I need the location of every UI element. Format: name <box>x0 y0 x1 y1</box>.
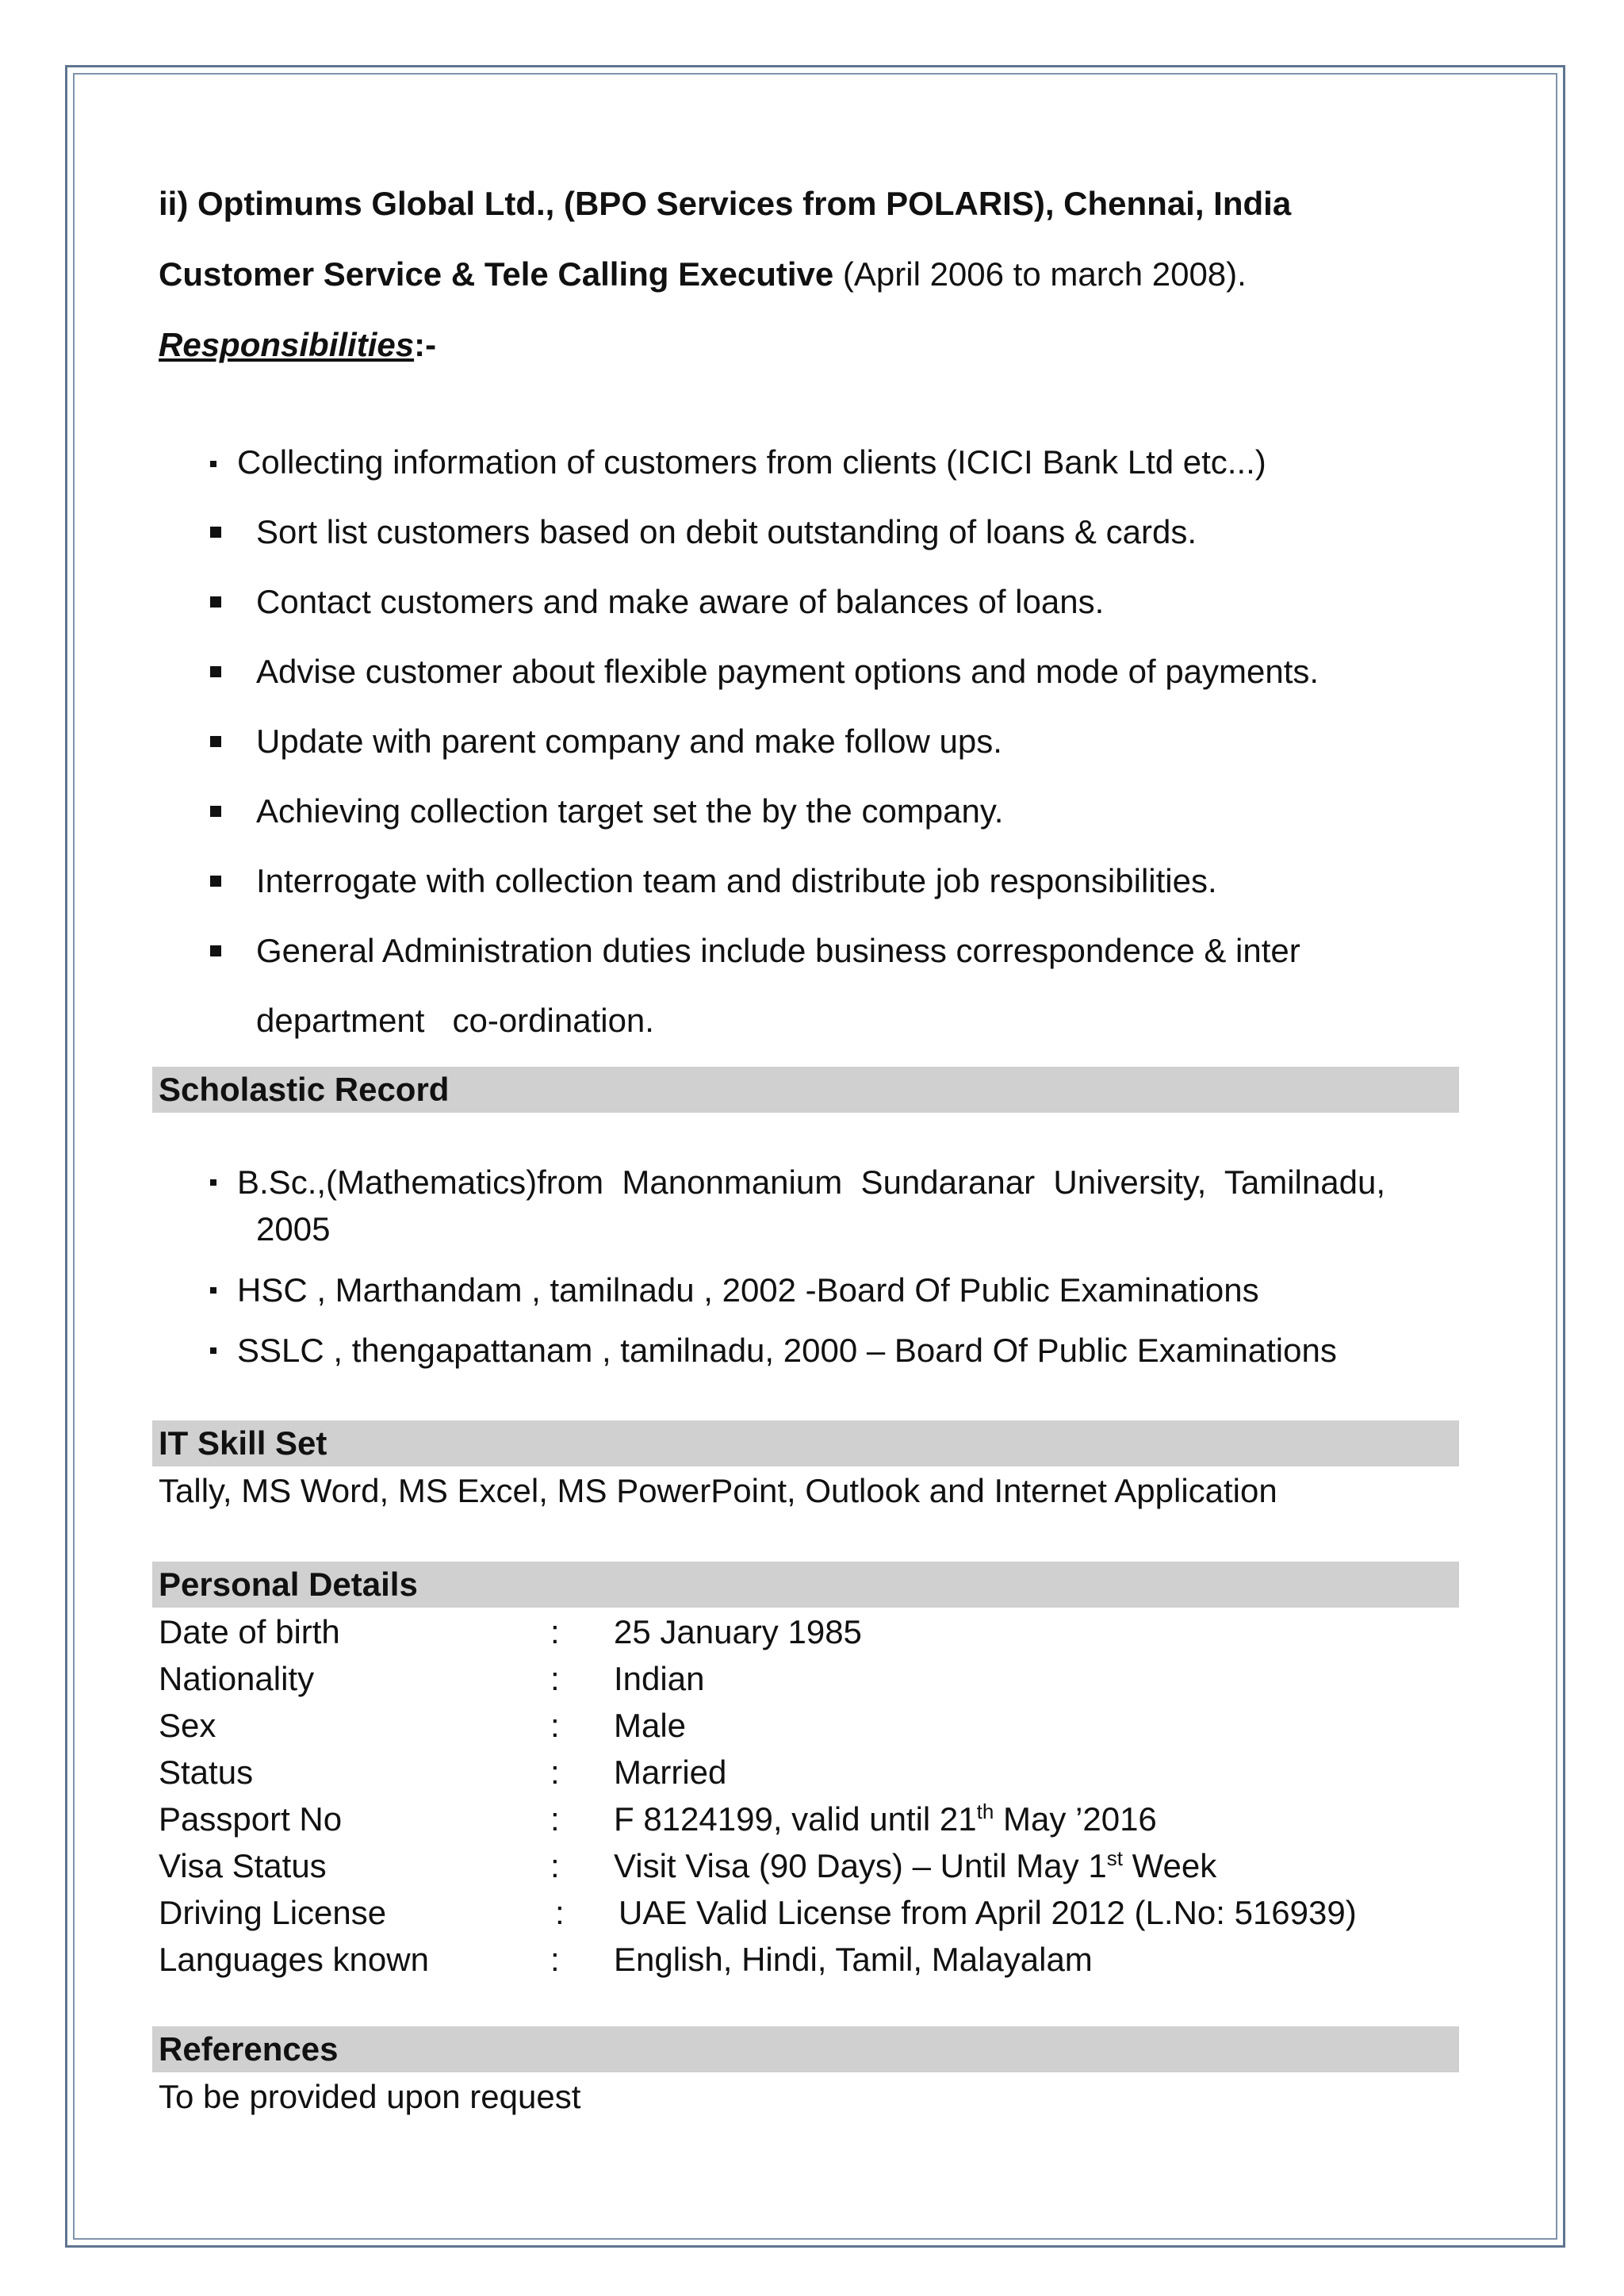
it-skills-text: Tally, MS Word, MS Excel, MS PowerPoint, Outlook and Internet Application <box>159 1472 1277 1509</box>
personal-value: English, Hindi, Tamil, Malayalam <box>614 1941 1093 1978</box>
personal-row-languages <box>159 1936 1459 1984</box>
bullet-icon <box>210 876 221 887</box>
responsibilities-heading <box>159 321 436 369</box>
personal-label: Languages known <box>159 1941 429 1978</box>
personal-label: Driving License <box>159 1894 387 1931</box>
section-band-it-skills <box>152 1420 1459 1466</box>
personal-colon: : <box>550 1613 560 1650</box>
visa-value-sup: st <box>1106 1846 1123 1870</box>
responsibility-item-continuation: department co-ordination. <box>256 1002 654 1039</box>
passport-value-end: May ’2016 <box>994 1800 1157 1838</box>
responsibility-item: Update with parent company and make follow ups. <box>256 723 1002 760</box>
role-period: (April 2006 to march 2008). <box>833 255 1247 293</box>
personal-label: Visa Status <box>159 1847 327 1884</box>
personal-colon: : <box>550 1754 560 1791</box>
personal-label: Status <box>159 1754 254 1791</box>
personal-value: 25 January 1985 <box>614 1613 862 1650</box>
bullet-icon <box>210 596 221 608</box>
references-text: To be provided upon request <box>159 2078 581 2115</box>
responsibility-item: General Administration duties include business correspondence & inter <box>256 932 1300 969</box>
personal-value <box>614 1842 1216 1890</box>
responsibility-item: Contact customers and make aware of balances of loans. <box>256 583 1105 620</box>
responsibility-item: Collecting information of customers from clients (ICICI Bank Ltd etc...) <box>237 443 1266 481</box>
bullet-icon <box>210 806 221 817</box>
bullet-icon <box>210 1347 216 1354</box>
personal-colon: : <box>550 1660 560 1697</box>
visa-value-text: Visit Visa (90 Days) – Until May 1 <box>614 1847 1107 1884</box>
education-item: HSC , Marthandam , tamilnadu , 2002 -Board Of Public Examinations <box>237 1271 1259 1309</box>
bullet-icon <box>210 736 221 747</box>
personal-row-sex <box>159 1702 1459 1750</box>
personal-label: Passport No <box>159 1800 343 1838</box>
responsibility-item: Achieving collection target set the by the company. <box>256 792 1004 830</box>
section-band-references <box>152 2026 1459 2072</box>
bullet-icon <box>210 461 216 467</box>
personal-value: UAE Valid License from April 2012 (L.No: 516939) <box>619 1894 1357 1931</box>
personal-value: Married <box>614 1754 727 1791</box>
visa-value-end: Week <box>1122 1847 1217 1884</box>
education-item: B.Sc.,(Mathematics)from Manonmanium Sundaranar University, Tamilnadu, <box>237 1163 1385 1201</box>
personal-label: Date of birth <box>159 1613 340 1650</box>
section-heading-it-skills: IT Skill Set <box>159 1424 327 1462</box>
education-item-continuation: 2005 <box>256 1210 331 1248</box>
passport-value-text: F 8124199, valid until 21 <box>614 1800 977 1838</box>
role-line <box>159 251 1247 298</box>
personal-value: Male <box>614 1707 687 1744</box>
personal-value <box>614 1796 1157 1843</box>
responsibility-item: Interrogate with collection team and distribute job responsibilities. <box>256 862 1217 899</box>
personal-row-dob <box>159 1608 1459 1656</box>
personal-colon: : <box>550 1707 560 1744</box>
personal-colon: : <box>550 1800 560 1838</box>
personal-row-status <box>159 1749 1459 1796</box>
bullet-icon <box>210 1287 216 1294</box>
responsibility-item: Advise customer about flexible payment options and mode of payments. <box>256 653 1320 690</box>
responsibility-item: Sort list customers based on debit outstanding of loans & cards. <box>256 513 1197 550</box>
role-title: Customer Service & Tele Calling Executive <box>159 255 834 293</box>
responsibilities-label: Responsibilities <box>159 326 415 363</box>
bullet-icon <box>210 666 221 677</box>
personal-colon: : <box>555 1894 565 1931</box>
personal-label: Nationality <box>159 1660 315 1697</box>
personal-row-visa <box>159 1842 1459 1890</box>
personal-value: Indian <box>614 1660 705 1697</box>
section-heading-references: References <box>159 2030 339 2068</box>
responsibilities-suffix: :- <box>414 326 437 363</box>
bullet-icon <box>210 945 221 956</box>
personal-colon: : <box>550 1941 560 1978</box>
bullet-icon <box>210 527 221 538</box>
section-heading-scholastic: Scholastic Record <box>159 1071 450 1108</box>
passport-value-sup: th <box>976 1800 994 1823</box>
personal-row-license <box>159 1889 1459 1937</box>
personal-label: Sex <box>159 1707 216 1744</box>
section-heading-personal: Personal Details <box>159 1566 418 1603</box>
personal-row-nationality <box>159 1655 1459 1703</box>
education-item: SSLC , thengapattanam , tamilnadu, 2000 – Board Of Public Examinations <box>237 1332 1337 1369</box>
bullet-icon <box>210 1179 216 1186</box>
company-line: ii) Optimums Global Ltd., (BPO Services from POLARIS), Chennai, India <box>159 185 1292 222</box>
personal-row-passport <box>159 1796 1459 1843</box>
personal-colon: : <box>550 1847 560 1884</box>
